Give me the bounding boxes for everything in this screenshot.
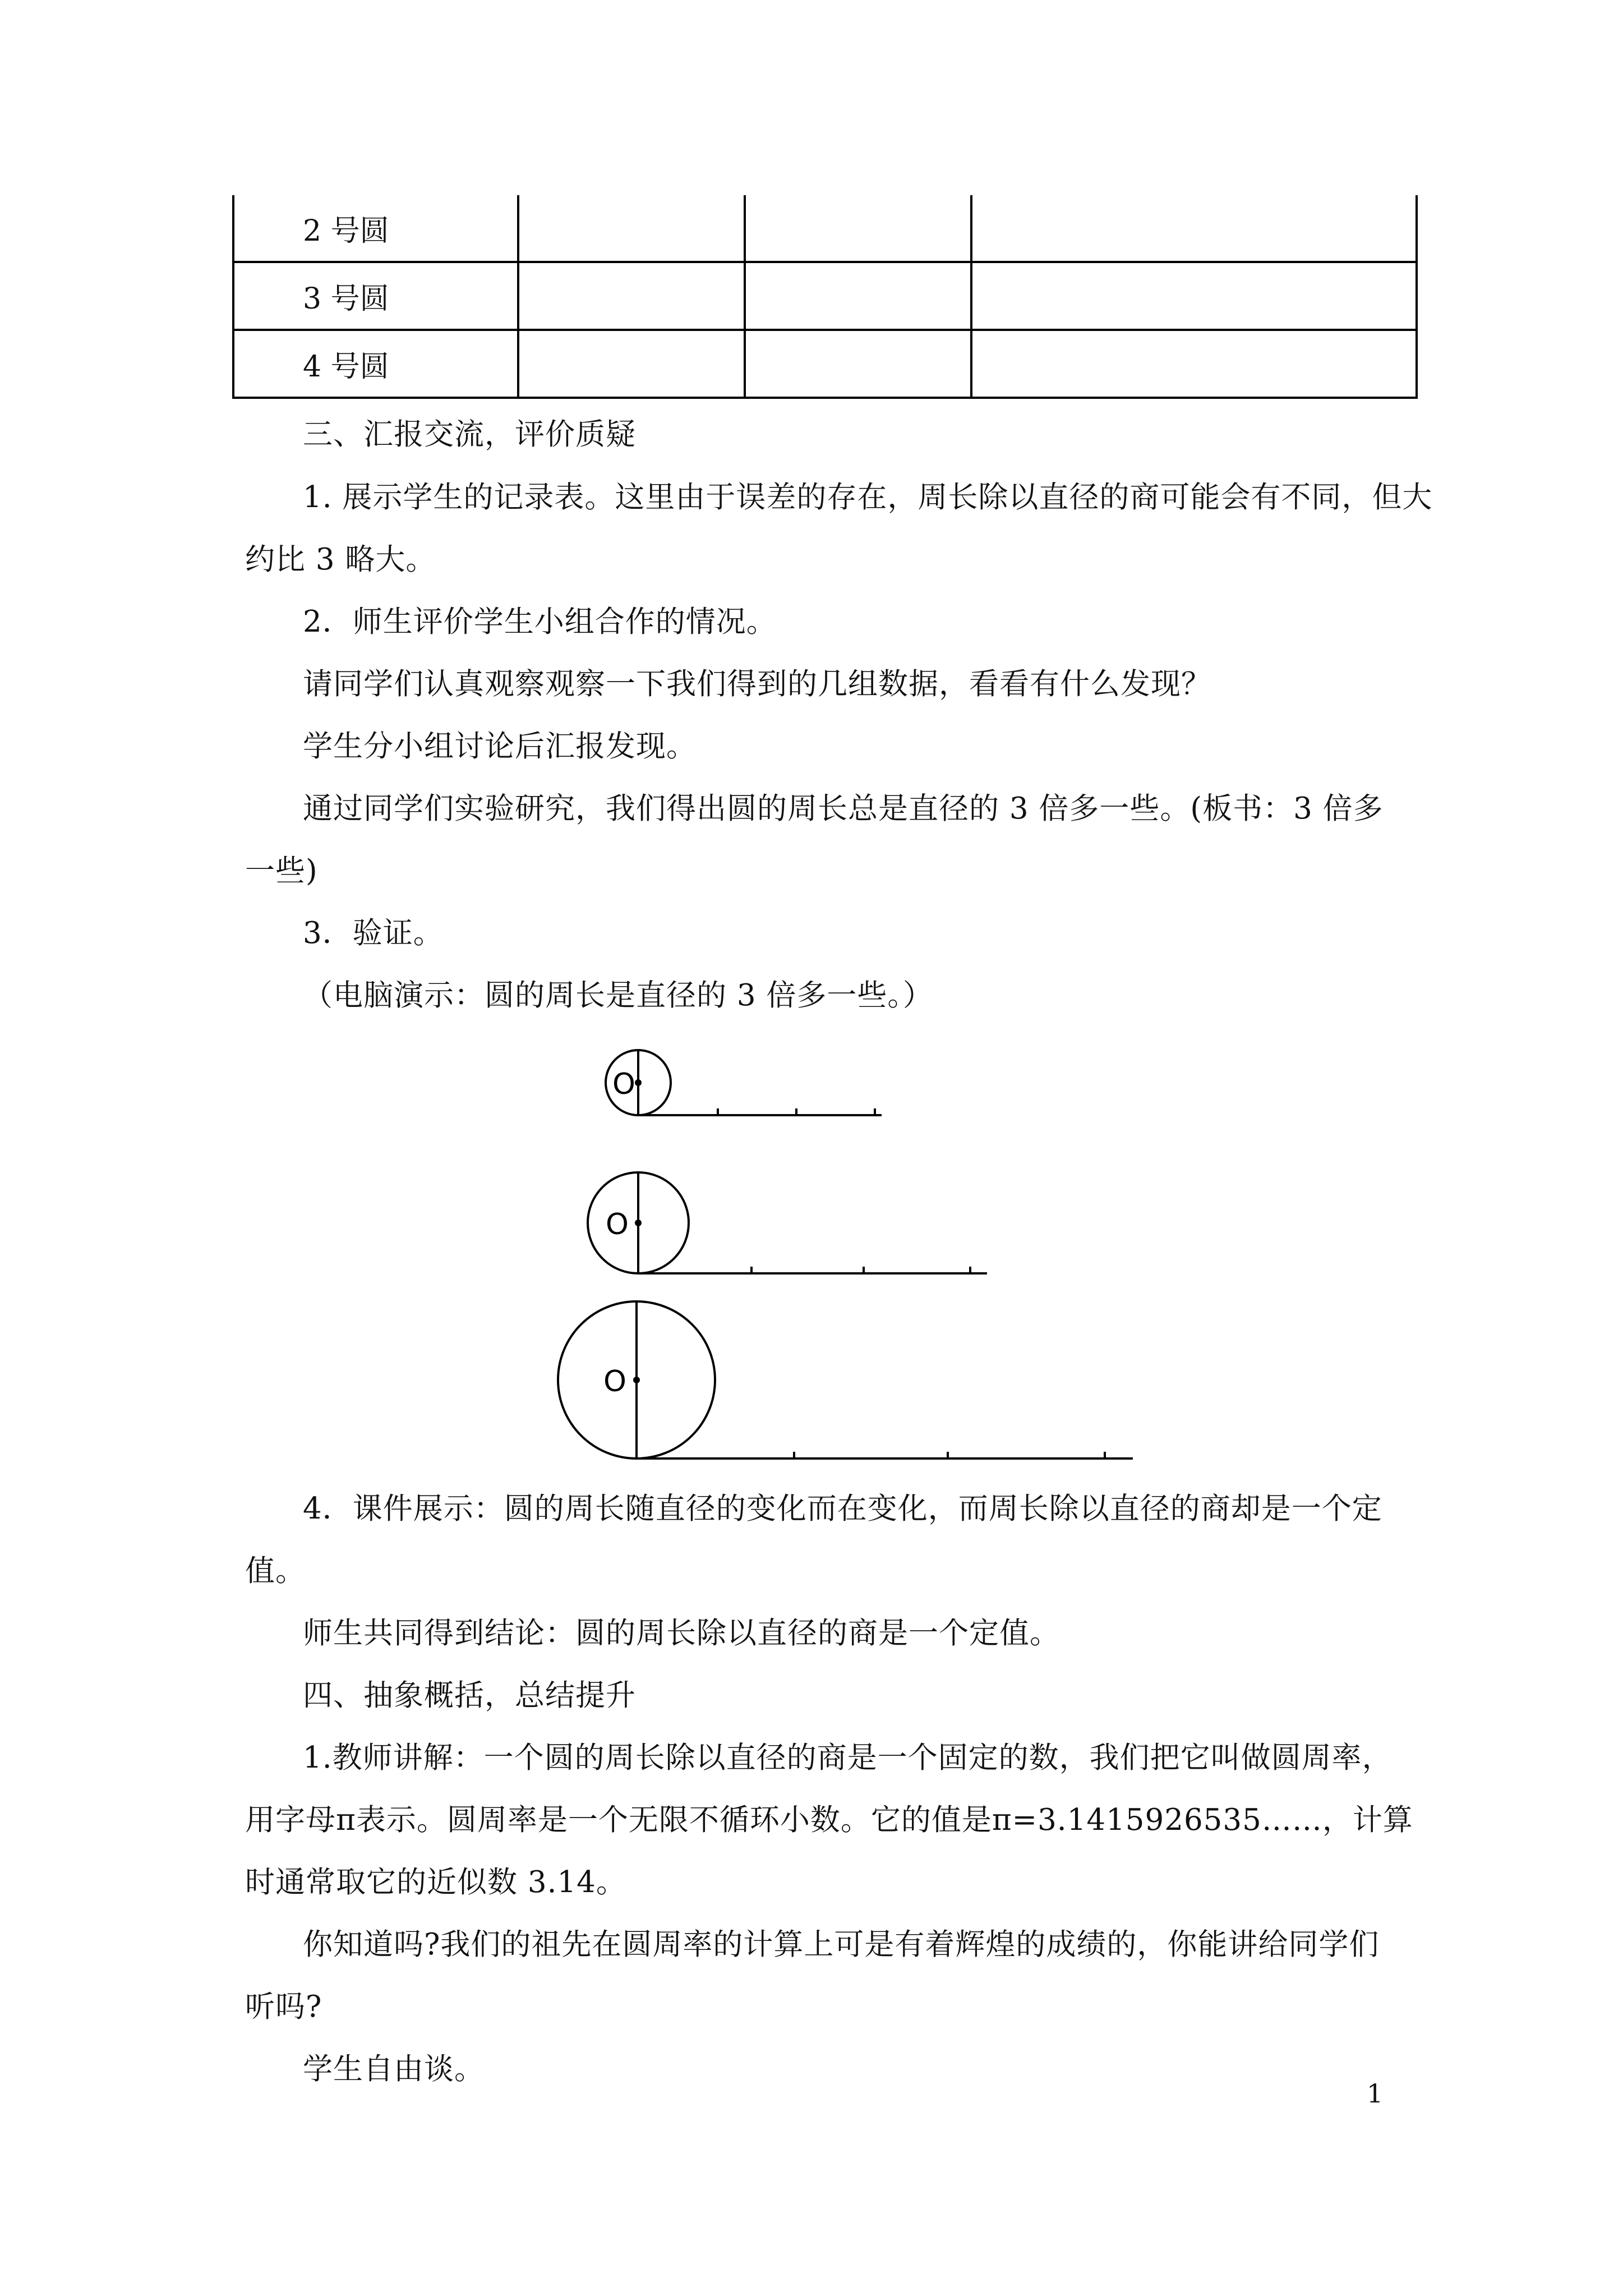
paragraph-line: 你知道吗?我们的祖先在圆周率的计算上可是有着辉煌的成绩的，你能讲给同学们 xyxy=(303,1927,1380,1962)
paragraph-line: 学生分小组讨论后汇报发现。 xyxy=(303,729,697,763)
paragraph-line: 2．师生评价学生小组合作的情况。 xyxy=(303,605,777,639)
paragraph-line: 4．课件展示：圆的周长随直径的变化而在变化，而周长除以直径的商却是一个定 xyxy=(303,1492,1382,1526)
table-cell-label: 4 号圆 xyxy=(233,330,518,398)
paragraph-line: （电脑演示：圆的周长是直径的 3 倍多一些。） xyxy=(303,978,933,1013)
section-heading: 三、汇报交流，评价质疑 xyxy=(303,417,636,452)
medium-center-label: O xyxy=(606,1208,629,1241)
large-circle-group xyxy=(558,1301,1133,1458)
small-center-label: O xyxy=(612,1068,635,1101)
paragraph-line: 听吗? xyxy=(245,1990,322,2024)
paragraph-line: 一些) xyxy=(245,854,318,888)
paragraph-line: 1.教师讲解：一个圆的周长除以直径的商是一个固定的数，我们把它叫做圆周率， xyxy=(303,1741,1393,1775)
paragraph-line: 师生共同得到结论：圆的周长除以直径的商是一个定值。 xyxy=(303,1616,1060,1650)
large-center-label: O xyxy=(603,1365,626,1398)
paragraph-line: 学生自由谈。 xyxy=(303,2052,485,2086)
medium-circle-group xyxy=(588,1172,987,1273)
table-cell-label: 3 号圆 xyxy=(233,262,518,330)
paragraph-line: 用字母π表示。圆周率是一个无限不循环小数。它的值是π=3.1415926535……，计算 xyxy=(245,1803,1413,1837)
page-number: 1 xyxy=(1367,2078,1384,2109)
small-center-dot xyxy=(635,1079,642,1086)
section-heading: 四、抽象概括，总结提升 xyxy=(303,1678,636,1713)
paragraph-line: 时通常取它的近似数 3.14。 xyxy=(245,1865,626,1899)
table-cell-label: 2 号圆 xyxy=(233,195,518,262)
paragraph-line: 1. 展示学生的记录表。这里由于误差的存在，周长除以直径的商可能会有不同，但大 xyxy=(303,480,1433,514)
paragraph-line: 3．验证。 xyxy=(303,916,444,950)
paragraph-line: 约比 3 略大。 xyxy=(245,542,436,577)
large-center-dot xyxy=(633,1377,640,1383)
medium-center-dot xyxy=(635,1220,642,1226)
paragraph-line: 通过同学们实验研究，我们得出圆的周长总是直径的 3 倍多一些。(板书：3 倍多 xyxy=(303,792,1384,826)
paragraph-line: 请同学们认真观察观察一下我们得到的几组数据，看看有什么发现？ xyxy=(303,667,1211,701)
small-circle-group xyxy=(606,1050,882,1115)
paragraph-line: 值。 xyxy=(245,1554,306,1588)
